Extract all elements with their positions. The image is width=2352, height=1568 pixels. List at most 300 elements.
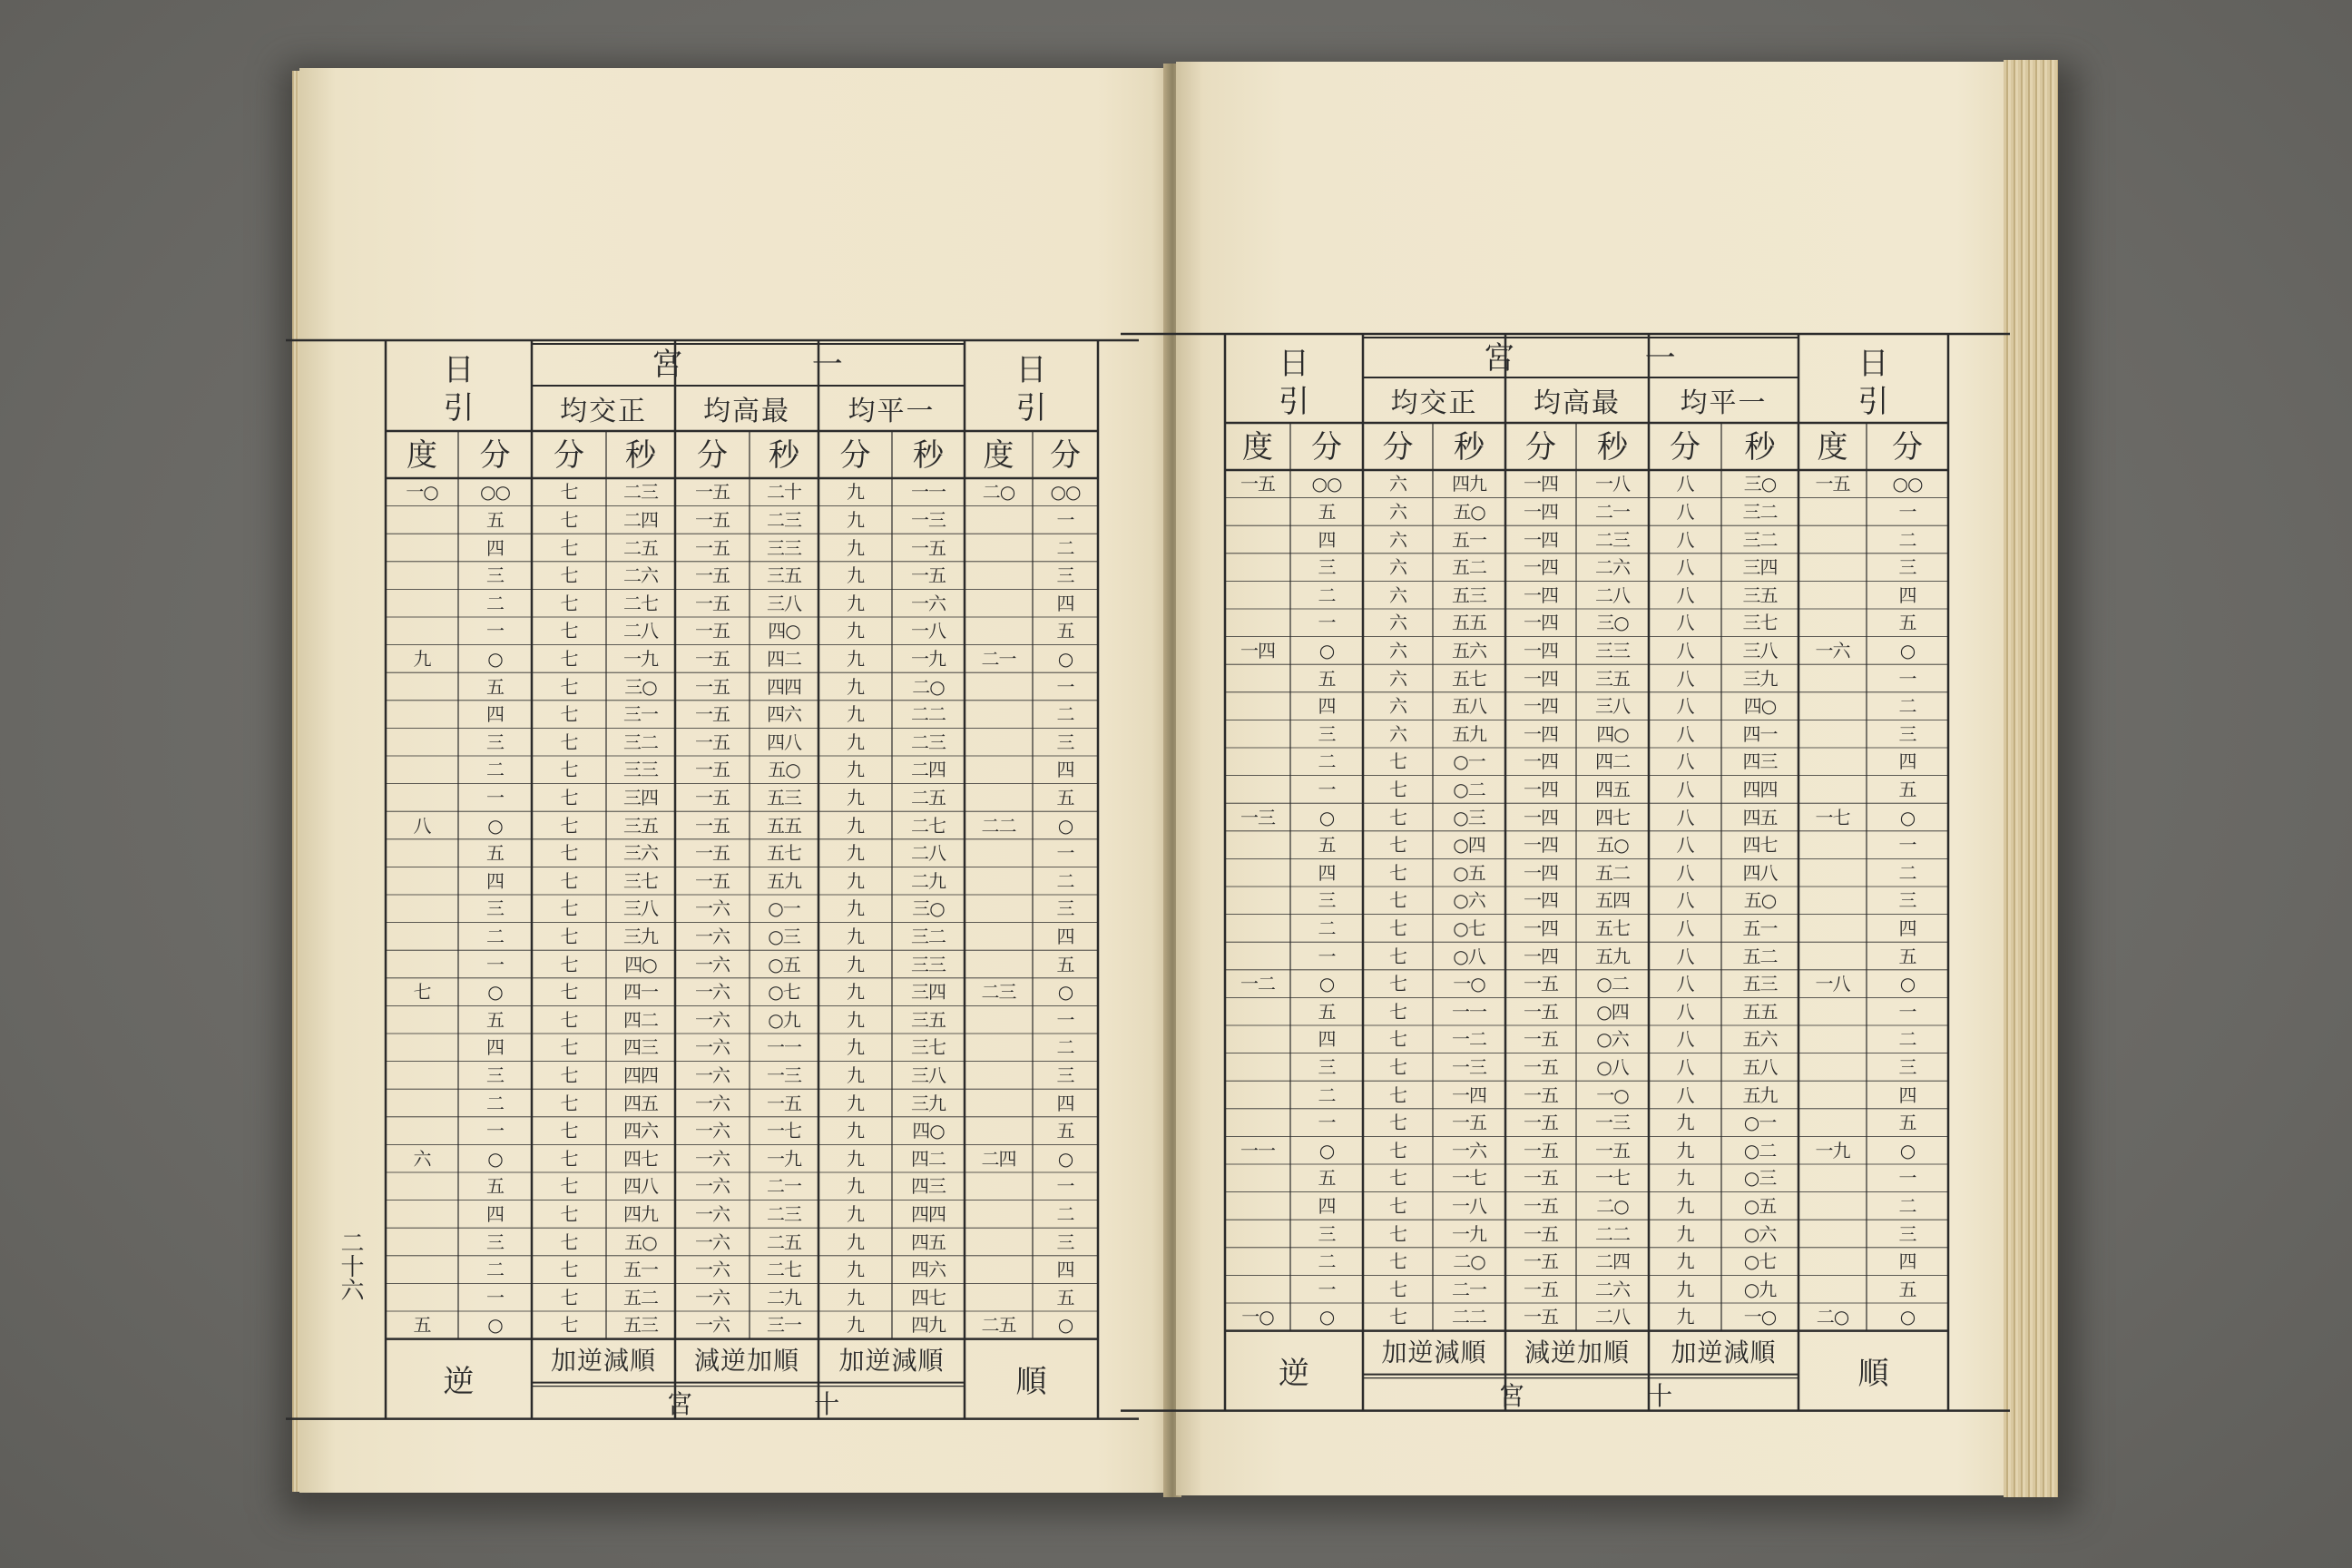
table-cell: 五五 (767, 814, 801, 837)
table-cell: 四九 (911, 1314, 946, 1337)
table-cell: 二 (1056, 536, 1074, 559)
table-cell: 七 (1389, 916, 1406, 939)
table-cell: 一八 (1815, 973, 1850, 995)
table-cell: 四 (1898, 1083, 1916, 1106)
foot-shun: 順 (1015, 1363, 1047, 1400)
ri-yin-left-yin: 引 (1279, 384, 1309, 420)
table-cell: 九 (847, 842, 864, 865)
table-cell: 六 (1389, 528, 1406, 551)
table-cell: 一五 (1524, 1112, 1558, 1134)
ri-yin-left-yin: 引 (443, 390, 475, 426)
table-cell: 二三 (767, 1202, 801, 1225)
table-cell: 一五 (1524, 1278, 1558, 1300)
bottom-header-gong: 宮 (667, 1388, 694, 1419)
table-cell: 一五 (1524, 1139, 1558, 1161)
table-cell: ○○ (1311, 473, 1342, 495)
table-cell: ○七 (768, 981, 800, 1004)
table-cell: 五 (486, 1175, 504, 1198)
table-cell: 一四 (1524, 667, 1558, 690)
table-cell: 一九 (1815, 1139, 1850, 1161)
table-cell: 五○ (1743, 889, 1777, 912)
table-cell: 四二 (767, 647, 801, 670)
table-cell: ○一 (768, 897, 800, 920)
table-cell: 二 (1318, 583, 1336, 606)
table-cell: 二九 (767, 1286, 801, 1308)
table-cell: ○ (1057, 647, 1073, 670)
unit-r-1: 分 (1050, 437, 1081, 474)
table-cell: 九 (847, 897, 864, 920)
table-cell: 五 (1898, 1278, 1916, 1300)
table-cell: 一七 (767, 1120, 801, 1142)
table-cell: 三三 (1595, 639, 1630, 662)
table-cell: 八 (1676, 778, 1694, 800)
table-cell: 一四 (1524, 834, 1558, 857)
table-cell: 一六 (695, 1175, 730, 1198)
table-cell: 八 (1676, 1083, 1694, 1106)
table-cell: 一二 (1240, 973, 1275, 995)
table-cell: 六 (1389, 612, 1406, 634)
table-cell: 七 (1389, 834, 1406, 857)
unit-ri-0: 度 (1242, 429, 1273, 466)
table-cell: 一五 (695, 620, 730, 642)
table-cell: 二二 (911, 703, 946, 726)
table-cell: 四 (486, 703, 504, 726)
ri-yin-right-ri: 日 (1857, 346, 1889, 382)
table-cell: 五 (1056, 786, 1074, 808)
table-cell: 七 (560, 869, 578, 892)
bottom-header-shi: 十 (814, 1388, 841, 1419)
table-cell: 五三 (1452, 583, 1486, 606)
table-cell: 一五 (1524, 1167, 1558, 1190)
table-cell: 一 (486, 620, 504, 642)
table-cell: 五 (486, 508, 504, 531)
table-cell: 三二 (1742, 528, 1778, 551)
table-cell: ○ (1899, 973, 1916, 995)
table-cell: 七 (560, 1008, 578, 1031)
table-cell: 三 (1318, 889, 1336, 912)
table-cell: 一五 (1524, 1083, 1558, 1106)
table-cell: 二 (1898, 695, 1916, 718)
table-cell: 七 (560, 1202, 578, 1225)
table-cell: 四 (1318, 1028, 1336, 1051)
table-cell: 二 (486, 925, 504, 947)
table-cell: ○ (1057, 814, 1073, 837)
table-cell: 八 (1676, 639, 1694, 662)
table-cell: 二 (1898, 1028, 1916, 1051)
table-cell: 九 (847, 1314, 864, 1337)
table-cell: 八 (1676, 473, 1694, 495)
table-cell: 一四 (1524, 612, 1558, 634)
table-cell: 二八 (1595, 583, 1630, 606)
table-cell: ○ (1318, 639, 1335, 662)
table-cell: 一 (1898, 667, 1916, 690)
table-cell: 五七 (1595, 916, 1630, 939)
table-cell: 四○ (768, 620, 800, 642)
table-cell: 七 (560, 647, 578, 670)
table-cell: 七 (1389, 1055, 1406, 1078)
table-cell: 二 (1318, 1083, 1336, 1106)
table-cell: 九 (847, 675, 864, 698)
table-cell: 三○ (912, 897, 945, 920)
table-cell: 二○ (1453, 1250, 1485, 1273)
table-cell: 四五 (623, 1092, 658, 1114)
table-cell: 七 (560, 1120, 578, 1142)
table-cell: 二三 (981, 981, 1016, 1004)
table-cell: 四○ (912, 1120, 945, 1142)
table-cell: 一二 (1452, 1028, 1486, 1051)
table-cell: 一六 (695, 1230, 730, 1253)
table-cell: ○二 (1453, 778, 1485, 800)
table-cell: 一四 (1524, 556, 1558, 579)
table-cell: 四八 (1742, 861, 1778, 884)
table-cell: 二八 (911, 842, 946, 865)
table-cell: 三八 (911, 1063, 946, 1086)
table-cell: 二 (1318, 916, 1336, 939)
table-cell: 一一 (1452, 1000, 1486, 1023)
table-cell: 四 (486, 536, 504, 559)
table-cell: 四七 (623, 1147, 658, 1170)
table-cell: 九 (847, 1036, 864, 1059)
table-cell: 二七 (911, 814, 946, 837)
table-cell: 一六 (695, 1092, 730, 1114)
table-cell: 九 (847, 1175, 864, 1198)
table-cell: 三○ (1596, 612, 1629, 634)
table-cell: ○二 (1596, 973, 1629, 995)
top-header-gong: 宮 (652, 347, 683, 383)
table-cell: ○ (1899, 1306, 1916, 1328)
ri-yin-right-yin: 引 (1857, 384, 1889, 420)
table-cell: ○○ (1050, 481, 1081, 504)
unit-r-1: 分 (1892, 429, 1923, 466)
table-cell: 二 (1318, 750, 1336, 773)
table-cell: 七 (1389, 861, 1406, 884)
table-cell: 三一 (767, 1314, 801, 1337)
table-cell: 一○ (1453, 973, 1485, 995)
table-cell: 七 (1389, 973, 1406, 995)
table-cell: 一八 (911, 620, 946, 642)
table-cell: 一九 (767, 1147, 801, 1170)
table-cell: ○二 (1743, 1139, 1777, 1161)
table-cell: 三 (1898, 1222, 1916, 1245)
table-cell: 五六 (1742, 1028, 1778, 1051)
table-cell: 一四 (1524, 806, 1558, 828)
table-cell: 五七 (1452, 667, 1486, 690)
table-cell: ○ (1899, 1139, 1916, 1161)
table-cell: 七 (560, 1092, 578, 1114)
table-cell: 一五 (695, 508, 730, 531)
table-cell: 一 (1898, 500, 1916, 523)
table-cell: 三一 (623, 703, 658, 726)
table-cell: 九 (413, 647, 431, 670)
table-cell: 一三 (1595, 1112, 1630, 1134)
unit-c-1: 秒 (913, 437, 944, 474)
unit-a-0: 分 (1382, 429, 1414, 466)
table-cell: 四 (1056, 1092, 1074, 1114)
table-cell: 一 (1056, 1008, 1074, 1031)
table-cell: 七 (560, 730, 578, 753)
table-cell: 五九 (1742, 1083, 1778, 1106)
table-cell: 四二 (911, 1147, 946, 1170)
table-cell: 九 (847, 730, 864, 753)
table-cell: 五○ (1596, 834, 1629, 857)
table-cell: 五 (1318, 1167, 1336, 1190)
table-cell: 七 (1389, 1306, 1406, 1328)
column-title-2: 均平一 (1680, 387, 1768, 419)
table-cell: 九 (847, 1230, 864, 1253)
table-cell: 三 (486, 730, 504, 753)
table-cell: 五四 (1595, 889, 1630, 912)
column-title-1: 均高最 (1534, 387, 1621, 419)
unit-c-0: 分 (1670, 429, 1700, 466)
table-cell: ○四 (1596, 1000, 1629, 1023)
table-cell: 五八 (1452, 695, 1486, 718)
table-cell: 一五 (695, 481, 730, 504)
table-cell: ○ (1057, 1147, 1073, 1170)
table-cell: 九 (847, 1092, 864, 1114)
table-cell: 九 (847, 1202, 864, 1225)
table-cell: 六 (1389, 695, 1406, 718)
table-cell: 二一 (767, 1175, 801, 1198)
unit-b-1: 秒 (1597, 429, 1628, 466)
table-cell: 七 (1389, 778, 1406, 800)
table-cell: 二九 (911, 869, 946, 892)
table-cell: ○九 (768, 1008, 800, 1031)
table-cell: 七 (560, 1147, 578, 1170)
table-cell: 五 (1318, 834, 1336, 857)
table-cell: 一六 (695, 897, 730, 920)
table-cell: 一五 (1240, 473, 1275, 495)
table-cell: 六 (1389, 500, 1406, 523)
table-cell: ○ (487, 981, 503, 1004)
table-cell: ○六 (1596, 1028, 1629, 1051)
foot-column-1: 減逆加順 (1524, 1337, 1630, 1367)
table-cell: 一四 (1524, 528, 1558, 551)
table-cell: 二七 (623, 592, 658, 614)
table-cell: ○三 (1743, 1167, 1777, 1190)
column-title-0: 均交正 (560, 396, 647, 427)
table-cell: 七 (1389, 889, 1406, 912)
table-cell: 七 (560, 536, 578, 559)
table-cell: 二四 (623, 508, 658, 531)
table-cell: 三 (1318, 556, 1336, 579)
table-cell: 七 (1389, 1112, 1406, 1134)
table-cell: 四四 (911, 1202, 946, 1225)
table-cell: 四 (1898, 1250, 1916, 1273)
table-cell: 二 (486, 759, 504, 781)
table-cell: 二四 (981, 1147, 1016, 1170)
table-cell: 一五 (1524, 1028, 1558, 1051)
table-cell: 三四 (623, 786, 658, 808)
unit-c-1: 秒 (1744, 429, 1776, 466)
unit-b-0: 分 (1525, 429, 1556, 466)
table-cell: 一九 (623, 647, 658, 670)
table-cell: 一○ (1596, 1083, 1629, 1106)
table-cell: 三○ (1743, 473, 1777, 495)
table-cell: ○六 (1743, 1222, 1777, 1245)
table-cell: ○ (1318, 806, 1335, 828)
table-cell: 八 (1676, 556, 1694, 579)
table-cell: ○九 (1743, 1278, 1777, 1300)
table-cell: 七 (1389, 1000, 1406, 1023)
table-cell: 五九 (1452, 722, 1486, 745)
table-cell: 四 (1056, 1259, 1074, 1281)
table-cell: 一五 (1452, 1112, 1486, 1134)
unit-a-0: 分 (554, 437, 584, 474)
table-cell: 五 (1898, 945, 1916, 967)
ri-yin-right-yin: 引 (1015, 390, 1047, 426)
unit-b-0: 分 (697, 437, 728, 474)
table-cell: ○四 (1453, 834, 1485, 857)
table-cell: 一五 (1524, 1250, 1558, 1273)
table-cell: 五 (1898, 612, 1916, 634)
top-header-yi: 一 (811, 347, 843, 383)
table-cell: 九 (847, 703, 864, 726)
table-cell: 三 (1318, 1222, 1336, 1245)
table-cell: 二○ (982, 481, 1015, 504)
table-cell: 六 (1389, 583, 1406, 606)
table-cell: 一 (486, 786, 504, 808)
table-cell: 七 (1389, 1278, 1406, 1300)
table-cell: 一一 (911, 481, 946, 504)
table-cell: 一五 (695, 759, 730, 781)
table-cell: 一五 (695, 842, 730, 865)
table-cell: 四八 (767, 730, 801, 753)
unit-a-1: 秒 (1454, 429, 1485, 466)
table-cell: 一 (1056, 1175, 1074, 1198)
table-cell: 五 (1318, 1000, 1336, 1023)
table-cell: 一六 (695, 925, 730, 947)
foot-ni: 逆 (1279, 1355, 1309, 1392)
table-cell: 一六 (695, 1259, 730, 1281)
table-cell: 一三 (1240, 806, 1275, 828)
table-cell: 二○ (912, 675, 945, 698)
table-cell: 一六 (695, 1008, 730, 1031)
table-cell: 五八 (1742, 1055, 1778, 1078)
table-cell: 一五 (1524, 1306, 1558, 1328)
table-cell: 一三 (911, 508, 946, 531)
table-cell: 四○ (1596, 722, 1629, 745)
table-cell: 九 (847, 647, 864, 670)
table-cell: 一七 (1595, 1167, 1630, 1190)
table-cell: ○一 (1453, 750, 1485, 773)
table-cell: 八 (1676, 612, 1694, 634)
table-cell: 三九 (623, 925, 658, 947)
table-cell: 九 (847, 1063, 864, 1086)
table-cell: 四五 (1742, 806, 1778, 828)
table-cell: 七 (560, 620, 578, 642)
table-cell: 二五 (623, 536, 658, 559)
table-cell: 二二 (1452, 1306, 1486, 1328)
table-cell: 二 (1898, 1194, 1916, 1217)
table-cell: 一一 (767, 1036, 801, 1059)
table-cell: 一五 (695, 786, 730, 808)
unit-a-1: 秒 (625, 437, 656, 474)
table-cell: 六 (1389, 473, 1406, 495)
table-cell: 六 (1389, 722, 1406, 745)
unit-ri-1: 分 (1311, 429, 1342, 466)
table-cell: 三四 (1742, 556, 1778, 579)
table-cell: 四七 (1595, 806, 1630, 828)
table-cell: 七 (560, 1036, 578, 1059)
table-cell: 一○ (1743, 1306, 1777, 1328)
table-cell: 八 (1676, 973, 1694, 995)
top-header-gong: 宮 (1484, 340, 1514, 377)
table-cell: 一五 (1595, 1139, 1630, 1161)
table-cell: ○ (487, 1314, 503, 1337)
table-cell: 一五 (1524, 1000, 1558, 1023)
table-cell: 一四 (1524, 639, 1558, 662)
ri-yin-right-ri: 日 (1015, 352, 1047, 388)
table-cell: 五○ (624, 1230, 657, 1253)
unit-ri-0: 度 (407, 437, 437, 474)
table-cell: 二三 (767, 508, 801, 531)
table-cell: 四 (1318, 528, 1336, 551)
table-cell: 七 (413, 981, 431, 1004)
table-cell: 一九 (911, 647, 946, 670)
table-cell: 一 (486, 1286, 504, 1308)
table-cell: 三七 (623, 869, 658, 892)
column-title-2: 均平一 (848, 396, 936, 427)
table-cell: 一五 (695, 814, 730, 837)
table-cell: 一五 (695, 675, 730, 698)
foot-column-0: 加逆減順 (550, 1345, 656, 1376)
table-cell: 二四 (911, 759, 946, 781)
table-cell: 七 (1389, 750, 1406, 773)
table-cell: 九 (1676, 1306, 1694, 1328)
table-cell: 九 (847, 869, 864, 892)
table-cell: 七 (1389, 1250, 1406, 1273)
ri-yin-left-ri: 日 (443, 352, 475, 388)
table-cell: 九 (1676, 1222, 1694, 1245)
table-cell: 四○ (624, 953, 657, 975)
unit-b-1: 秒 (769, 437, 799, 474)
table-cell: ○○ (1892, 473, 1923, 495)
table-cell: 三三 (911, 953, 946, 975)
table-cell: 七 (560, 786, 578, 808)
table-cell: 二三 (911, 730, 946, 753)
table-cell: 八 (1676, 806, 1694, 828)
table-cell: 一五 (695, 592, 730, 614)
table-cell: 三五 (1742, 583, 1778, 606)
table-cell: ○七 (1743, 1250, 1777, 1273)
table-cell: 三七 (911, 1036, 946, 1059)
table-cell: 一六 (695, 1286, 730, 1308)
table-cell: 五九 (767, 869, 801, 892)
table-cell: 二六 (1595, 1278, 1630, 1300)
table-cell: 一 (1318, 612, 1336, 634)
table-cell: 四 (1056, 759, 1074, 781)
table-cell: 一四 (1524, 722, 1558, 745)
table-cell: 四 (1056, 925, 1074, 947)
table-cell: 五 (1056, 953, 1074, 975)
table-cell: 五二 (623, 1286, 658, 1308)
table-cell: 三六 (623, 842, 658, 865)
table-cell: 四七 (1742, 834, 1778, 857)
foot-shun: 順 (1857, 1355, 1889, 1392)
table-cell: 八 (1676, 916, 1694, 939)
table-cell: 五 (486, 1008, 504, 1031)
table-cell: 一八 (1595, 473, 1630, 495)
table-cell: 一 (1056, 508, 1074, 531)
table-cell: 一○ (406, 481, 438, 504)
table-cell: 五五 (1742, 1000, 1778, 1023)
table-cell: 四三 (1742, 750, 1778, 773)
table-cell: 一五 (1524, 1194, 1558, 1217)
table-cell: 三九 (1742, 667, 1778, 690)
table-cell: 四 (1318, 695, 1336, 718)
table-cell: 二 (486, 1259, 504, 1281)
table-cell: 二 (1056, 869, 1074, 892)
